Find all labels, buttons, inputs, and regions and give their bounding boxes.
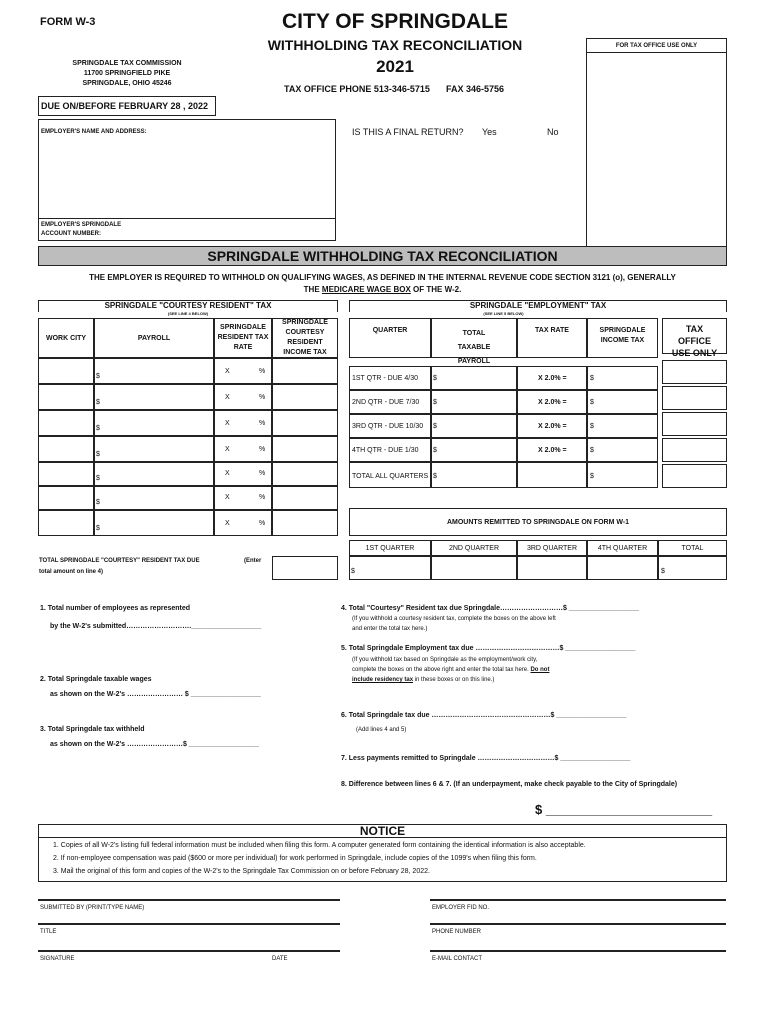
total-rate-blank <box>517 462 587 488</box>
rate-input[interactable]: X % <box>214 384 272 410</box>
quarter-label: 4TH QTR - DUE 1/30 <box>349 438 431 462</box>
line-4-note-2: and enter the total tax here.) <box>352 626 428 632</box>
quarter-rate: X 2.0% = <box>517 366 587 390</box>
remitted-col-total: TOTAL <box>658 540 727 556</box>
line-1-label: 1. Total number of employees as represented <box>40 605 191 612</box>
submitted-by-label: SUBMITTED BY (PRINT/TYPE NAME) <box>40 905 145 911</box>
signature-label: SIGNATURE <box>40 956 75 962</box>
line-4-field[interactable]: 4. Total "Courtesy" Resident tax due Springdale………………………$ __________________ <box>341 605 639 612</box>
total-tax-input[interactable]: $ <box>587 462 658 488</box>
notice-title: NOTICE <box>359 824 406 838</box>
payroll-input[interactable]: $ <box>94 358 214 384</box>
date-label: DATE <box>272 956 288 962</box>
account-label-2: ACCOUNT NUMBER: <box>41 231 101 237</box>
payroll-input[interactable]: $ <box>94 486 214 510</box>
tax-year: 2021 <box>376 57 414 76</box>
office-fax: FAX 346-5756 <box>446 84 505 94</box>
line-6-note: (Add lines 4 and 5) <box>356 727 407 733</box>
line-5-note-3: include residency tax in these boxes or on this line.) <box>352 677 495 683</box>
header-courtesy-income-tax: SPRINGDALE COURTESY RESIDENT INCOME TAX <box>272 318 338 358</box>
commission-city: SPRINGDALE, OHIO 45246 <box>82 80 172 87</box>
rate-input[interactable]: X % <box>214 436 272 462</box>
courtesy-tax-input[interactable] <box>272 510 338 536</box>
office-phone: TAX OFFICE PHONE 513-346-5715 <box>284 84 430 94</box>
courtesy-total-input[interactable] <box>272 556 338 580</box>
line-6-field[interactable]: 6. Total Springdale tax due ……………………………………………$ __________________ <box>341 712 627 719</box>
work-city-input[interactable] <box>38 510 94 536</box>
line-7-field[interactable]: 7. Less payments remitted to Springdale ……………………………$ __________________ <box>341 755 631 762</box>
header-resident-rate: SPRINGDALE RESIDENT TAX RATE <box>214 318 272 358</box>
employer-fid-line[interactable] <box>430 899 726 901</box>
line-4-note-1: (If you withhold a courtesy resident tax, complete the boxes on the above left <box>352 616 556 622</box>
commission-address <box>38 54 216 94</box>
email-line[interactable] <box>430 950 726 952</box>
line-3-label: 3. Total Springdale tax withheld <box>40 726 145 733</box>
office-use-box <box>586 38 727 261</box>
statement-line-1: THE EMPLOYER IS REQUIRED TO WITHHOLD ON QUALIFYING WAGES, AS DEFINED IN THE INTERNAL REVENUE CODE SECTION 3121 (o), GENERALLY <box>89 273 676 282</box>
title-line[interactable] <box>38 923 340 925</box>
rate-input[interactable]: X % <box>214 462 272 486</box>
header-total-taxable-payroll: TOTAL TAXABLE PAYROLL <box>431 318 517 358</box>
account-label-1: EMPLOYER'S SPRINGDALE <box>41 222 122 228</box>
office-use-cell <box>662 464 727 488</box>
quarter-payroll-input[interactable]: $ <box>431 414 517 438</box>
signature-line[interactable] <box>38 950 340 952</box>
office-use-cell <box>662 438 727 462</box>
due-date-box <box>38 96 216 116</box>
line-5-note-1: (If you withhold tax based on Springdale as the employment/work city, <box>352 657 538 663</box>
courtesy-tax-input[interactable] <box>272 462 338 486</box>
courtesy-tax-input[interactable] <box>272 358 338 384</box>
payroll-input[interactable]: $ <box>94 436 214 462</box>
title-label: TITLE <box>40 929 57 935</box>
commission-name: SPRINGDALE TAX COMMISSION <box>72 60 182 67</box>
phone-label: PHONE NUMBER <box>432 929 482 935</box>
tax-office-use-header: TAX OFFICE USE ONLY <box>662 318 727 354</box>
payroll-input[interactable]: $ <box>94 510 214 536</box>
courtesy-title: SPRINGDALE "COURTESY RESIDENT" TAX <box>38 300 338 312</box>
commission-street: 11700 SPRINGFIELD PIKE <box>83 70 171 77</box>
quarter-rate: X 2.0% = <box>517 414 587 438</box>
line-3-field[interactable]: as shown on the W-2's ……………………$ __________________ <box>50 741 259 748</box>
work-city-input[interactable] <box>38 436 94 462</box>
remitted-col-2: 2ND QUARTER <box>431 540 517 556</box>
header-work-city: WORK CITY <box>38 318 94 358</box>
quarter-label: 3RD QTR - DUE 10/30 <box>349 414 431 438</box>
work-city-input[interactable] <box>38 462 94 486</box>
quarter-tax-input[interactable]: $ <box>587 390 658 414</box>
header-tax-rate: TAX RATE <box>517 318 587 358</box>
rate-input[interactable]: X % <box>214 510 272 536</box>
final-return-yes[interactable]: Yes <box>482 127 497 137</box>
payroll-input[interactable]: $ <box>94 410 214 436</box>
quarter-rate: X 2.0% = <box>517 438 587 462</box>
quarter-tax-input[interactable]: $ <box>587 414 658 438</box>
work-city-input[interactable] <box>38 384 94 410</box>
courtesy-tax-input[interactable] <box>272 410 338 436</box>
line-2-label: 2. Total Springdale taxable wages <box>40 676 152 683</box>
office-use-cell <box>662 386 727 410</box>
header-quarter: QUARTER <box>349 318 431 358</box>
employment-see-below: (SEE LINE 5 BELOW) <box>483 311 524 316</box>
header-payroll: PAYROLL <box>94 318 214 358</box>
account-number-field[interactable] <box>38 218 336 241</box>
notice-box <box>38 824 727 882</box>
employer-fid-label: EMPLOYER FID NO. <box>432 905 490 911</box>
banner-title: SPRINGDALE WITHHOLDING TAX RECONCILIATION <box>207 248 558 264</box>
rate-input[interactable]: X % <box>214 358 272 384</box>
payroll-input[interactable]: $ <box>94 462 214 486</box>
line-8-label: 8. Difference between lines 6 & 7. (If an underpayment, make check payable to the City of Springdale) <box>341 781 678 788</box>
remitted-title: AMOUNTS REMITTED TO SPRINGDALE ON FORM W-1 <box>349 508 727 536</box>
header-springdale-income-tax: SPRINGDALE INCOME TAX <box>587 318 658 358</box>
line-5-note-2: complete the boxes on the above right and enter the total tax here. Do not <box>352 667 550 673</box>
reconciliation-banner <box>38 246 727 266</box>
due-date: DUE ON/BEFORE FEBRUARY 28 , 2022 <box>41 101 209 111</box>
work-city-input[interactable] <box>38 410 94 436</box>
employment-title: SPRINGDALE "EMPLOYMENT" TAX <box>349 300 727 312</box>
total-quarters-label: TOTAL ALL QUARTERS <box>349 462 431 488</box>
office-use-cell <box>662 360 727 384</box>
remitted-q4-input[interactable] <box>587 556 658 580</box>
courtesy-tax-input[interactable] <box>272 436 338 462</box>
rate-input[interactable]: X % <box>214 410 272 436</box>
courtesy-tax-input[interactable] <box>272 384 338 410</box>
statement-line-2: THE MEDICARE WAGE BOX OF THE W-2. <box>303 285 462 294</box>
total-payroll-input[interactable]: $ <box>431 462 517 488</box>
courtesy-see-below: (SEE LINE 4 BELOW) <box>167 311 209 316</box>
office-use-cell <box>662 412 727 436</box>
quarter-rate: X 2.0% = <box>517 390 587 414</box>
remitted-total-input[interactable]: $ <box>658 556 727 580</box>
rate-input[interactable]: X % <box>214 486 272 510</box>
remitted-col-3: 3RD QUARTER <box>517 540 587 556</box>
submitted-by-line[interactable] <box>38 899 340 901</box>
line-1-field[interactable]: by the W-2's submitted……………………….__________________ <box>50 623 262 630</box>
notice-item-2: 2. If non-employee compensation was paid ($600 or more per individual) for work performed in Springdale, include copies of the 1099's when filing this form. <box>53 855 537 862</box>
form-subtitle: WITHHOLDING TAX RECONCILIATION <box>267 37 523 53</box>
remitted-col-4: 4TH QUARTER <box>587 540 658 556</box>
quarter-label: 2ND QTR - DUE 7/30 <box>349 390 431 414</box>
quarter-payroll-input[interactable]: $ <box>431 366 517 390</box>
line-8-amount-field[interactable]: $ _______________________ <box>535 802 713 817</box>
remitted-q2-input[interactable] <box>431 556 517 580</box>
work-city-input[interactable] <box>38 486 94 510</box>
line-2-field[interactable]: as shown on the W-2's …………………… $ __________________ <box>50 691 261 698</box>
courtesy-total-label: TOTAL SPRINGDALE "COURTESY" RESIDENT TAX DUE (Enter total amount on line 4) <box>39 558 262 575</box>
quarter-tax-input[interactable]: $ <box>587 366 658 390</box>
phone-line[interactable] <box>430 923 726 925</box>
line-5-field[interactable]: 5. Total Springdale Employment tax due ………………………………$ __________________ <box>341 645 636 652</box>
notice-item-3: 3. Mail the original of this form and copies of the W-2's to the Springdale Tax Commission on or before February 28, 2022. <box>53 868 430 875</box>
form-id: FORM W-3 <box>40 16 96 28</box>
work-city-input[interactable] <box>38 358 94 384</box>
quarter-payroll-input[interactable]: $ <box>431 438 517 462</box>
courtesy-tax-input[interactable] <box>272 486 338 510</box>
email-label: E-MAIL CONTACT <box>432 956 483 962</box>
city-title: CITY OF SPRINGDALE <box>282 10 508 33</box>
remitted-q1-input[interactable]: $ <box>349 556 431 580</box>
payroll-input[interactable]: $ <box>94 384 214 410</box>
employer-name-label: EMPLOYER'S NAME AND ADDRESS: <box>41 129 147 135</box>
quarter-label: 1ST QTR - DUE 4/30 <box>349 366 431 390</box>
quarter-tax-input[interactable]: $ <box>587 438 658 462</box>
remitted-q3-input[interactable] <box>517 556 587 580</box>
final-return-no[interactable]: No <box>547 127 559 137</box>
remitted-col-1: 1ST QUARTER <box>349 540 431 556</box>
final-return-question: IS THIS A FINAL RETURN? <box>352 127 464 137</box>
office-use-label: FOR TAX OFFICE USE ONLY <box>615 43 698 49</box>
quarter-payroll-input[interactable]: $ <box>431 390 517 414</box>
notice-item-1: 1. Copies of all W-2's listing full federal information must be included when filing this form. A computer generated form containing the identical information is also acceptable. <box>53 842 586 849</box>
